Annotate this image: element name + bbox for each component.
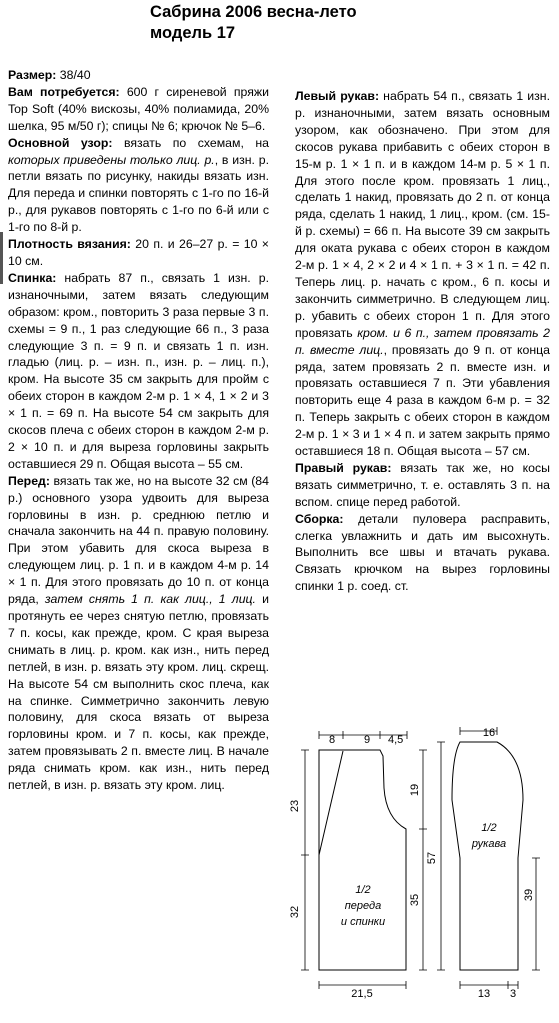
body-label-line-2: переда: [344, 900, 382, 912]
materials-text: 600 г сиреневой пряжи Top Soft (40% вискозы, 40% полиамида, 20% шелка, 95 м/50 г); спицы № 6; крючок № 5–6.: [8, 84, 269, 133]
left-sleeve-italic: кром. и 6 п., затем провязать 2 п. вместе лиц.: [295, 325, 550, 357]
pattern-label: Основной узор:: [8, 135, 113, 150]
sleeve-bottom-left-dim: 13: [477, 988, 491, 1000]
body-bottom-dim: 21,5: [351, 988, 373, 1000]
left-sleeve-text-2: , провязать до 9 п. от конца ряда, затем провязать 2 п. вместе изн. и провязать оставшиеся 7 п. Эти убавления повторить еще 4 раза в каждом 6-м р. = 32 п. Теперь закрыть с обеих сторон в каждом 2-м р. 1 × 3 и 1 × 4 п. и затем закрыть прямо оставшиеся 18 п. Общая высота – 57 см.: [295, 342, 550, 459]
sleeve-label-line-1: 1/2: [481, 822, 497, 834]
body-top-dim-1: 8: [329, 734, 336, 746]
pattern-text-2: , в изн. р. петли вязать по рисунку, накиды вязать изн. Для переда и спинки повторять с 1-го по 16-й р., для рукавов повторять с 1-го по 6-й или с 1-го по 8-й р.: [8, 152, 269, 235]
body-right-upper-dim: 19: [409, 783, 421, 797]
title-line-1: Сабрина 2006 весна-лето: [150, 3, 357, 21]
body-neck-line: [319, 751, 343, 855]
sleeve-height-dim: 57: [426, 851, 438, 865]
left-sleeve-text: набрать 54 п., связать 1 изн. р. изнаночными, затем вязать основным узором, как обозначено. При этом для скосов рукава прибавить с обеих сторон в 15-м р. 1 × 1 п. и в каждом 14-м р. 5 × 1 п. Для этого после кром. провязать 1 лиц., сделать 1 накид, провязать до 2 п. от конца ряда, сделать 1 накид, 1 лиц., кром. (см. 15-й р. схемы) = 66 п. На высоте 39 см закрыть для оката рукава с обеих сторон в каждом 2-м р. 1 × 4, 2 × 2 и 4 × 1 п. + 3 × 1 п. = 42 п. Теперь лиц. р. начать с кром., 6 п. косы и закончить симметрично. В следующем лиц. р. убавить с обеих сторон 1 п. Для этого провязать: [295, 89, 551, 340]
body-top-dim-2: 9: [364, 734, 371, 746]
front-label: Перед:: [8, 473, 50, 488]
sleeve-bottom-right-dim: 3: [509, 988, 517, 1000]
pattern-text: вязать по схемам, на: [112, 135, 269, 150]
left-sleeve-label: Левый рукав:: [295, 89, 380, 103]
right-sleeve-text: вязать так же, но косы вязать симметрично, т. е. оставлять 3 п. на вспом. спице перед работой.: [295, 460, 550, 509]
gauge-text: 20 п. и 26–27 р. = 10 × 10 см.: [8, 237, 269, 268]
pattern-italic: которых приведены только лиц. р.: [8, 152, 215, 167]
back-label: Спинка:: [8, 270, 57, 285]
sleeve-top-dim: 16: [482, 727, 496, 739]
sleeve-outline: [452, 742, 523, 970]
materials-label: Вам потребуется:: [8, 84, 120, 99]
right-sleeve-label: Правый рукав:: [295, 460, 392, 475]
size-value: 38/40: [56, 68, 91, 82]
gauge-label: Плотность вязания:: [8, 237, 131, 252]
body-right-lower-dim: 35: [409, 893, 421, 907]
body-label: [341, 884, 385, 928]
body-schematic: [301, 731, 427, 989]
sleeve-schematic: [437, 727, 540, 989]
front-italic: затем снять 1 п. как лиц., 1 лиц.: [44, 592, 256, 607]
body-label-line-3: и спинки: [340, 916, 386, 928]
assembly-label: Сборка:: [295, 511, 344, 526]
body-left-lower-dim: 32: [289, 905, 301, 919]
body-left-upper-dim: 23: [289, 799, 301, 813]
front-text-2: и протянуть ее через снятую петлю, провязать 7 п. косы, как прежде, кром. С края выреза снимать в лиц. р. кром. как изн., нить перед петлей, в изн. р. вязать эту кром. лиц. скрещ. На высоте 54 см выполнить скос плеча, как на спинке. Симметрично закончить левую половину, для скоса вязать от выреза горловины кром. и 7 п. косы, как прежде, затем провязывать 2 п. вместе лиц. В начале ряда снимать кром. как изн., нить перед петлей, в изн. р. вязать эту кром. лиц.: [8, 592, 269, 793]
body-label-line-1: 1/2: [355, 884, 371, 896]
back-text: набрать 87 п., связать 1 изн. р. изнаночными, затем вязать следующим образом: кром., повторить 3 раза первые 3 п. схемы = 9 п., 1 раз следующие 66 п., 3 раза следующие 3 п. = 9 п. и связать 1 п. изн. гладью (лиц. р. – изн. п., изн. р. – лиц. п.), кром. На высоте 35 см закрыть для пройм с обеих сторон в каждом 2-м р. 1 × 4, 1 × 2 и 3 × 1 п. = 69 п. На высоте 54 см закрыть для скосов плеча с обеих сторон в каждом 2-м р. 2 × 10 п. и для выреза горловины закрыть оставшиеся 29 п. Общая высота – 55 см.: [8, 270, 269, 471]
front-text: вязать так же, но на высоте 32 см (84 р.) основного узора удвоить для выреза горловины в изн. р. среднюю петлю и сначала закончить на 44 п. правую половину. При этом убавить для скоса выреза в следующем лиц. р. 1 п. и в каждом 4-м р. 14 × 1 п. Для этого провязать до 10 п. от конца ряда,: [8, 473, 269, 607]
sleeve-right-dim: 39: [523, 888, 535, 902]
assembly-text: детали пуловера расправить, слегка увлажнить и дать им высохнуть. Выполнить все швы и втачать рукава. Связать крючком на вырез горловины спинки 1 р. соед. ст.: [295, 511, 550, 594]
body-outline: [319, 750, 406, 970]
sleeve-label-line-2: рукава: [471, 838, 507, 850]
sleeve-label: [471, 822, 506, 850]
size-label: Размер:: [8, 68, 57, 82]
body-top-dim-3: 4,5: [388, 734, 404, 746]
title-line-2: модель 17: [150, 24, 236, 42]
